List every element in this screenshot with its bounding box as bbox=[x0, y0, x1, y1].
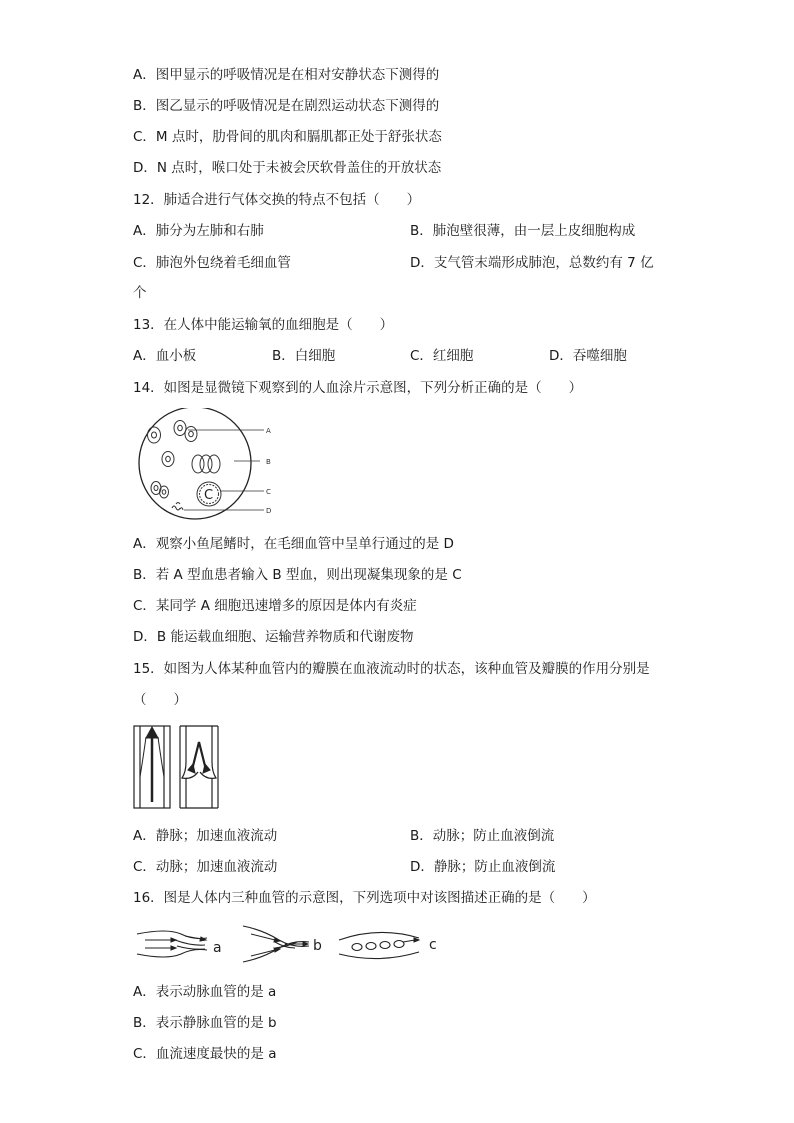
q16-option-a: A．表示动脉血管的是 a bbox=[133, 984, 277, 1000]
q12-option-c: C．肺泡外包绕着毛细血管 bbox=[133, 255, 291, 271]
q13-option-d: D．吞噬细胞 bbox=[549, 348, 627, 364]
q13-option-b: B．白细胞 bbox=[272, 348, 336, 364]
q14-option-c: C．某同学 A 细胞迅速增多的原因是体内有炎症 bbox=[133, 598, 417, 614]
q15-option-a: A．静脉；加速血液流动 bbox=[133, 828, 278, 844]
q12-option-d-wrap: 个 bbox=[133, 285, 147, 301]
q15-option-b: B．动脉；防止血液倒流 bbox=[410, 828, 555, 844]
q12-stem: 12．肺适合进行气体交换的特点不包括（ ） bbox=[133, 192, 421, 208]
q13-stem: 13．在人体中能运输氧的血细胞是（ ） bbox=[133, 317, 394, 333]
blood-flow-arrow-back bbox=[192, 742, 206, 770]
q16-option-c: C．血流速度最快的是 a bbox=[133, 1046, 277, 1062]
q11-option-b: B．图乙显示的呼吸情况是在剧烈运动状态下测得的 bbox=[133, 98, 440, 114]
q16-option-b: B．表示静脉血管的是 b bbox=[133, 1015, 277, 1031]
blood-vessels-figure bbox=[135, 920, 445, 968]
q15-option-d: D．静脉；防止血液倒流 bbox=[410, 859, 556, 875]
q12-option-d: D．支气管末端形成肺泡，总数约有 7 亿 bbox=[410, 255, 654, 271]
q14-option-d: D．B 能运载血细胞、运输营养物质和代谢废物 bbox=[133, 629, 414, 645]
q15-stem: 15．如图为人体某种血管内的瓣膜在血液流动时的状态，该种血管及瓣膜的作用分别是 bbox=[133, 661, 650, 677]
microscope-field bbox=[139, 408, 251, 519]
vessel-a bbox=[137, 931, 207, 957]
vessel-c bbox=[339, 932, 419, 958]
blood-smear-figure bbox=[128, 408, 278, 526]
q11-option-d: D．N 点时，喉口处于未被会厌软骨盖住的开放状态 bbox=[133, 160, 442, 176]
q11-option-c: C．M 点时，肋骨间的肌肉和膈肌都正处于舒张状态 bbox=[133, 129, 442, 145]
q14-option-b: B．若 A 型血患者输入 B 型血，则出现凝集现象的是 C bbox=[133, 567, 462, 583]
q15-stem-wrap: （ ） bbox=[133, 692, 187, 708]
q13-option-c: C．红细胞 bbox=[410, 348, 474, 364]
q16-stem: 16．图是人体内三种血管的示意图，下列选项中对该图描述正确的是（ ） bbox=[133, 890, 596, 906]
vessel-b-label: b bbox=[313, 938, 322, 954]
vessel-c-label: c bbox=[429, 937, 437, 953]
q11-option-a: A．图甲显示的呼吸情况是在相对安静状态下测得的 bbox=[133, 67, 440, 83]
q12-option-b: B．肺泡壁很薄，由一层上皮细胞构成 bbox=[410, 223, 636, 239]
label-c: C bbox=[266, 488, 271, 496]
q12-option-a: A．肺分为左肺和右肺 bbox=[133, 223, 264, 239]
leader-lines bbox=[184, 430, 264, 510]
q13-option-a: A．血小板 bbox=[133, 348, 197, 364]
q15-option-c: C．动脉；加速血液流动 bbox=[133, 859, 278, 875]
q14-stem: 14．如图是显微镜下观察到的人血涂片示意图，下列分析正确的是（ ） bbox=[133, 380, 583, 396]
cell-c-letter: C bbox=[204, 488, 214, 503]
q14-option-a: A．观察小鱼尾鳍时，在毛细血管中呈单行通过的是 D bbox=[133, 536, 454, 552]
label-a: A bbox=[266, 427, 271, 435]
label-b: B bbox=[266, 458, 271, 466]
vessel-a-label: a bbox=[213, 940, 222, 956]
label-d: D bbox=[266, 507, 272, 515]
vein-valve-figure bbox=[132, 722, 222, 812]
